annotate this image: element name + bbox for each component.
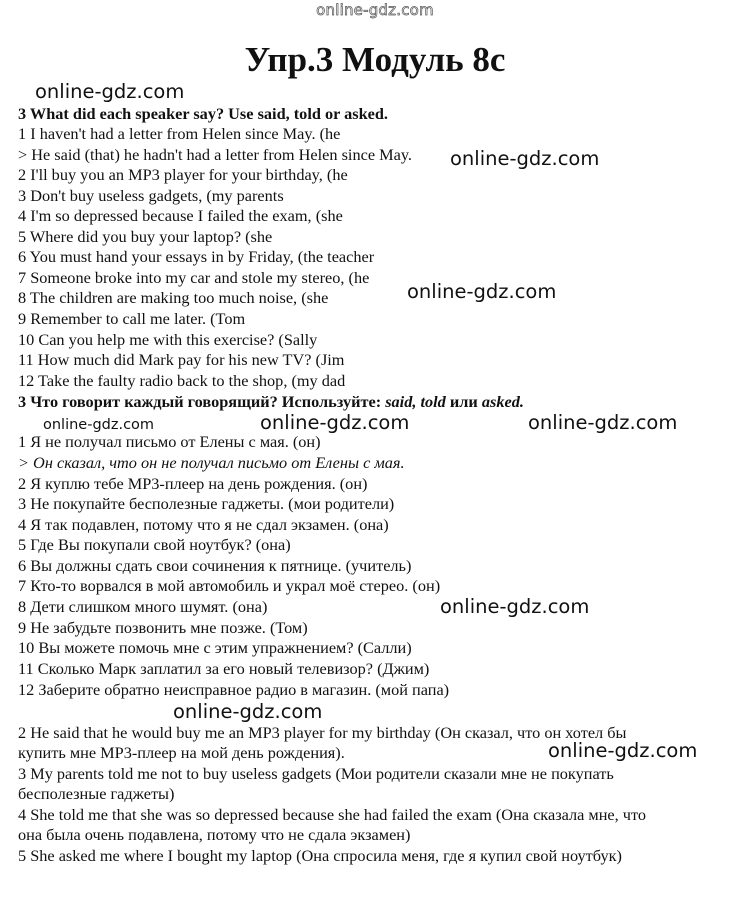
english-item-6: 6 You must hand your essays in by Friday, (the teacher	[18, 247, 375, 266]
russian-heading-or: или	[449, 392, 478, 411]
top-watermark: online-gdz.com	[316, 1, 434, 19]
russian-item-4: 4 Я так подавлен, потому что я не сдал экзамен. (она)	[18, 515, 389, 534]
watermark-6: online-gdz.com	[43, 417, 155, 433]
russian-example: > Он сказал, что он не получал письмо от Елены с мая.	[18, 453, 405, 472]
russian-item-6: 6 Вы должны сдать свои сочинения к пятнице. (учитель)	[18, 556, 412, 575]
russian-item-9: 9 Не забудьте позвонить мне позже. (Том)	[18, 618, 308, 637]
english-item-10: 10 Can you help me with this exercise? (Sally	[18, 330, 318, 349]
english-item-9: 9 Remember to call me later. (Tom	[18, 309, 246, 328]
english-item-4: 4 I'm so depressed because I failed the exam, (she	[18, 206, 343, 225]
english-item-3: 3 Don't buy useless gadgets, (my parents	[18, 186, 284, 205]
english-item-2: 2 I'll buy you an MP3 player for your birthday, (he	[18, 165, 348, 184]
russian-item-8: 8 Дети слишком много шумят. (она)	[18, 597, 268, 616]
russian-item-10: 10 Вы можете помочь мне с этим упражнением? (Салли)	[18, 638, 412, 657]
watermark-9: online-gdz.com	[548, 739, 698, 762]
english-item-12: 12 Take the faulty radio back to the shop, (my dad	[18, 371, 346, 390]
english-item-5: 5 Where did you buy your laptop? (she	[18, 227, 273, 246]
answer-3-line-1: 3 My parents told me not to buy useless gadgets (Мои родители сказали мне не покупать	[18, 764, 614, 783]
english-example: > He said (that) he hadn't had a letter from Helen since May.	[18, 145, 412, 164]
english-item-7: 7 Someone broke into my car and stole my stereo, (he	[18, 268, 370, 287]
watermark-4: online-gdz.com	[260, 411, 410, 434]
english-item-8: 8 The children are making too much noise, (she	[18, 288, 329, 307]
english-item-11: 11 How much did Mark pay for his new TV? (Jim	[18, 350, 345, 369]
russian-item-1: 1 Я не получал письмо от Елены с мая. (он)	[18, 432, 321, 451]
watermark-5: online-gdz.com	[528, 411, 678, 434]
russian-item-7: 7 Кто-то ворвался в мой автомобиль и украл моё стерео. (он)	[18, 576, 441, 595]
russian-item-11: 11 Сколько Марк заплатил за его новый телевизор? (Джим)	[18, 659, 430, 678]
watermark-2: online-gdz.com	[450, 147, 600, 170]
watermark-1: online-gdz.com	[35, 80, 185, 103]
watermark-8: online-gdz.com	[173, 700, 323, 723]
russian-item-12: 12 Заберите обратно неисправное радио в магазин. (мой папа)	[18, 680, 450, 699]
watermark-7: online-gdz.com	[440, 595, 590, 618]
answer-2-line-1: 2 He said that he would buy me an MP3 player for my birthday (Он сказал, что он хотел бы	[18, 723, 627, 742]
english-task-heading: 3 What did each speaker say? Use said, told or asked.	[18, 104, 389, 123]
answer-4-line-1: 4 She told me that she was so depressed because she had failed the exam (Она сказала мне, что	[18, 805, 647, 824]
answer-3-line-2: бесполезные гаджеты)	[18, 784, 175, 803]
english-item-1: 1 I haven't had a letter from Helen since May. (he	[18, 124, 341, 143]
russian-item-5: 5 Где Вы покупали свой ноутбук? (она)	[18, 535, 291, 554]
russian-task-heading	[18, 392, 524, 412]
russian-item-3: 3 Не покупайте бесполезные гаджеты. (мои родители)	[18, 494, 395, 513]
answer-5-line-1: 5 She asked me where I bought my laptop (Она спросила меня, где я купил свой ноутбук)	[18, 846, 622, 865]
russian-heading-words: said, told	[385, 392, 446, 411]
answer-2-line-2: купить мне MP3-плеер на мой день рождения).	[18, 743, 345, 762]
answer-4-line-2: она была очень подавлена, потому что не сдала экзамен)	[18, 825, 411, 844]
page-title: Упр.3 Модуль 8c	[244, 40, 506, 79]
russian-heading-last: asked.	[481, 392, 524, 411]
russian-item-2: 2 Я куплю тебе MP3-плеер на день рождения. (он)	[18, 474, 368, 493]
russian-heading-prefix: 3 Что говорит каждый говорящий? Используйте:	[18, 392, 382, 411]
watermark-3: online-gdz.com	[407, 280, 557, 303]
